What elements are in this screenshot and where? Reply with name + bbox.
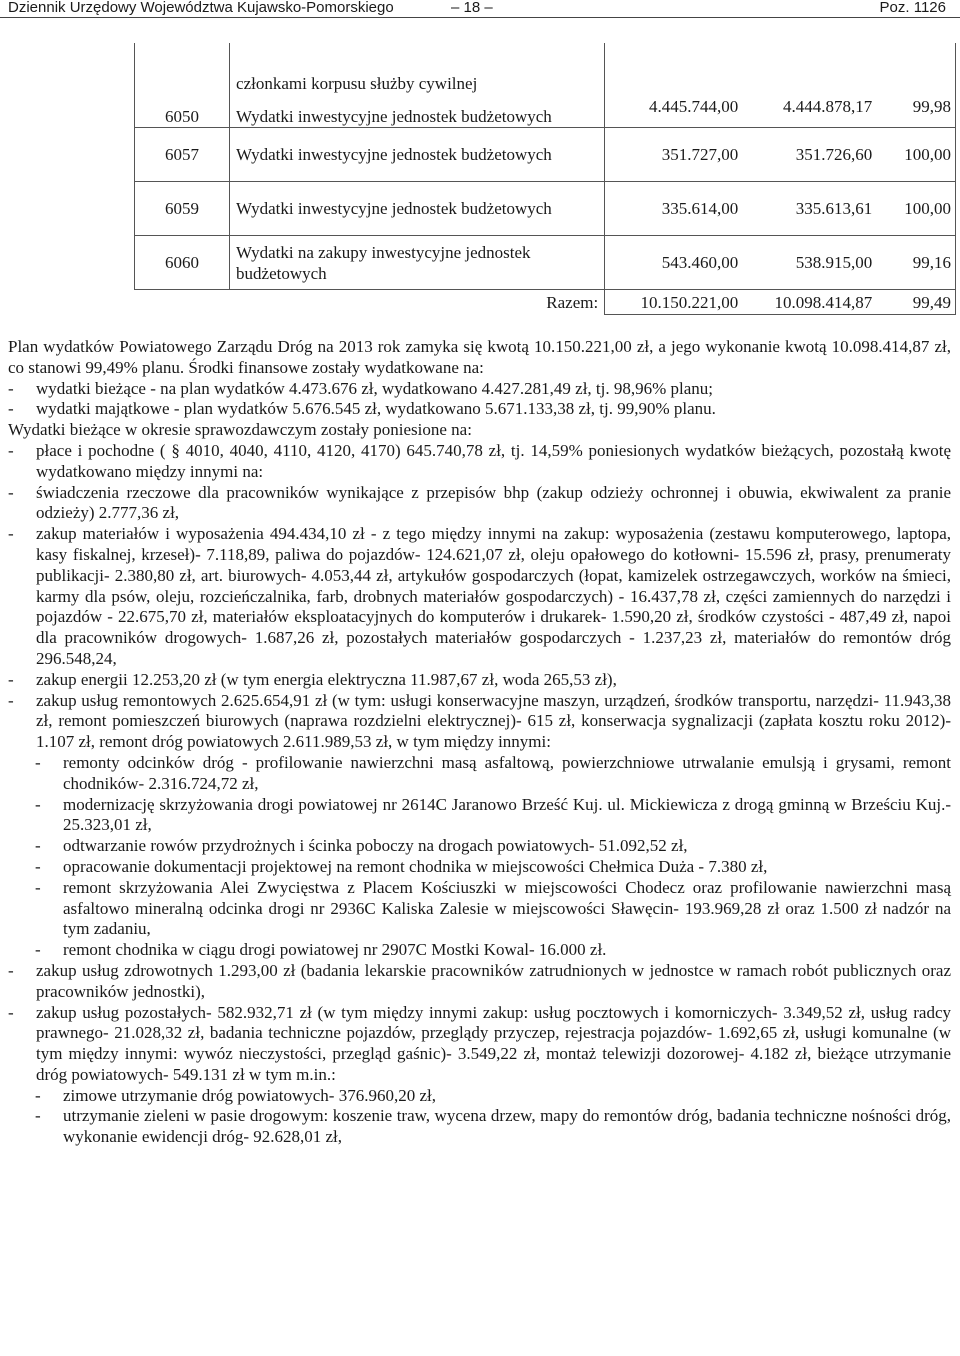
total-plan-cell: 10.150.221,00	[605, 290, 743, 315]
list-dash: -	[35, 794, 41, 814]
list-item-text: zakup usług pozostałych- 582.932,71 zł (w tym między innymi zakup: usług pocztowych i komorniczych- 3.349,52 zł, usług radcy prawnego- 21.028,32 zł, badania techniczne pojazdów, przeglądy przyczep, rejestracja pojazdów- 1.692,65 zł, usługi komunalne (w tym między innymi: wywóz nieczystości, przegląd gaśnic)- 3.549,22 zł, montaż telewizji dozorowej- 4.182 zł, bieżące utrzymanie dróg powiatowych- 549.131 zł w tym m.in.:	[36, 1002, 951, 1084]
description-cell: Wydatki inwestycyjne jednostek budżetowych	[230, 182, 605, 236]
list-item-text: zimowe utrzymanie dróg powiatowych- 376.960,20 zł,	[63, 1085, 436, 1105]
list-dash: -	[35, 940, 41, 960]
percent-cell: 99,98	[876, 43, 955, 128]
executed-cell: 538.915,00	[742, 236, 876, 290]
list-item-text: wydatki bieżące - na plan wydatków 4.473.676 zł, wydatkowano 4.427.281,49 zł, tj. 98,96% planu;	[36, 378, 714, 398]
table-row	[135, 128, 956, 182]
list-dash: -	[8, 378, 14, 398]
list-dash: -	[8, 440, 14, 460]
plan-cell: 335.614,00	[605, 182, 743, 236]
description-text: Wydatki inwestycyjne jednostek budżetowych	[236, 107, 552, 126]
sub-list-item	[8, 857, 951, 878]
list-dash: -	[35, 1085, 41, 1105]
list-item	[8, 524, 951, 670]
plan-cell: 4.445.744,00	[605, 43, 743, 128]
description-cell	[230, 43, 605, 128]
list-dash: -	[8, 524, 14, 544]
journal-title: Dziennik Urzędowy Województwa Kujawsko-Pomorskiego	[8, 0, 394, 16]
page-number: – 18 –	[451, 0, 493, 16]
executed-cell: 335.613,61	[742, 182, 876, 236]
list-dash: -	[35, 877, 41, 897]
list-dash: -	[35, 856, 41, 876]
list-item-text: remonty odcinków dróg - profilowanie nawierzchni masą asfaltową, powierzchniowe utrwalanie emulsją i grysami, remont chodników- 2.316.724,72 zł,	[63, 752, 951, 793]
continuation-text: członkami korpusu służby cywilnej	[236, 74, 478, 93]
list-dash: -	[35, 752, 41, 772]
list-item-text: modernizację skrzyżowania drogi powiatowej nr 2614C Jaranowo Brześć Kuj. ul. Mickiewicza z drogą gminną w Brześciu Kuj.- 25.323,01 zł,	[63, 794, 951, 835]
sub-list-item	[8, 795, 951, 837]
sub-list-item	[8, 1106, 951, 1148]
list-dash: -	[8, 482, 14, 502]
list-item-text: zakup usług zdrowotnych 1.293,00 zł (badania lekarskie pracowników zatrudnionych w jednostce w ramach robót publicznych oraz pracowników jednostki),	[36, 960, 951, 1001]
header-rule	[0, 17, 960, 18]
list-item-text: remont skrzyżowania Alei Zwycięstwa z Placem Kościuszki w miejscowości Chodecz oraz profilowanie nawierzchni masą asfaltowo mineralną odcinka drogi nr 2936C Kaliska Zalesie w miejscowości Sławęcin- 193.969,28 zł oraz 1.500 zł nadzór na tym zadaniu,	[63, 877, 951, 939]
list-item	[8, 961, 951, 1003]
list-item	[8, 441, 951, 483]
description-cell: Wydatki inwestycyjne jednostek budżetowych	[230, 128, 605, 182]
executed-cell: 351.726,60	[742, 128, 876, 182]
list-item	[8, 691, 951, 753]
list-dash: -	[8, 690, 14, 710]
total-executed-cell: 10.098.414,87	[742, 290, 876, 315]
description-cell: Wydatki na zakupy inwestycyjne jednostek budżetowych	[230, 236, 605, 290]
total-row	[135, 290, 956, 315]
table-row	[135, 182, 956, 236]
list-dash: -	[8, 1002, 14, 1022]
list-dash: -	[35, 836, 41, 856]
list-item-text: opracowanie dokumentacji projektowej na remont chodnika w miejscowości Chełmica Duża - 7.380 zł,	[63, 856, 768, 876]
sub-list-item	[8, 753, 951, 795]
list-item-text: remont chodnika w ciągu drogi powiatowej nr 2907C Mostki Kowal- 16.000 zł.	[63, 940, 607, 960]
list-item-text: wydatki majątkowe - plan wydatków 5.676.545 zł, wydatkowano 5.671.133,38 zł, tj. 99,90% planu.	[36, 399, 716, 419]
sub-list-item	[8, 1086, 951, 1107]
table-row	[135, 43, 956, 128]
table-row	[135, 236, 956, 290]
percent-cell: 99,16	[876, 236, 955, 290]
budget-table	[134, 43, 956, 315]
position-number: Poz. 1126	[879, 0, 946, 16]
list-dash: -	[8, 669, 14, 689]
list-item-text: zakup energii 12.253,20 zł (w tym energia elektryczna 11.987,67 zł, woda 265,53 zł),	[36, 669, 617, 689]
percent-cell: 100,00	[876, 128, 955, 182]
list-item-text: odtwarzanie rowów przydrożnych i ścinka poboczy na drogach powiatowych- 51.092,52 zł,	[63, 836, 688, 856]
plan-cell: 351.727,00	[605, 128, 743, 182]
page-header	[0, 0, 960, 18]
plan-cell: 543.460,00	[605, 236, 743, 290]
list-item	[8, 483, 951, 525]
list-dash: -	[8, 399, 14, 419]
code-cell: 6060	[135, 236, 230, 290]
list-item-text: płace i pochodne ( § 4010, 4040, 4110, 4120, 4170) 645.740,78 zł, tj. 14,59% poniesionych wydatków bieżących, pozostałą kwotę wydatkowano między innymi na:	[36, 440, 951, 481]
sub-list-item	[8, 940, 951, 961]
executed-cell: 4.444.878,17	[742, 43, 876, 128]
sub-list-item	[8, 836, 951, 857]
list-item	[8, 1003, 951, 1086]
total-label: Razem:	[135, 290, 605, 315]
list-item-text: zakup materiałów i wyposażenia 494.434,10 zł - z tego między innymi na zakup: wyposażenia (zestawu komputerowego, laptopa, kasy fiskalnej, krzeseł)- 7.118,89, paliwa do pojazdów- 124.621,07 zł, oleju opałowego do kotłowni- 15.596 zł, prasy, prenumeraty publikacji- 2.380,80 zł, art. biurowych- 4.053,44 zł, artykułów gospodarczych (łopat, kamizelek ostrzegawczych, worków na śmieci, karmy dla psów, oleju, rozcieńczalnika, farb, drobnych materiałów gospodarczych) - 16.437,78 zł, części zamiennych do narzędzi i pojazdów - 22.675,70 zł, materiałów eksploatacyjnych do komputerów i drukarek- 1.590,20 zł, środków czystości - 487,49 zł, napoi dla pracowników drogowych- 1.687,26 zł, pozostałych materiałów gospodarczych - 1.237,23 zł, materiałów do remontów dróg 296.548,24,	[36, 524, 951, 668]
list-item	[8, 399, 951, 420]
list-dash: -	[8, 960, 14, 980]
list-item-text: zakup usług remontowych 2.625.654,91 zł (w tym: usługi konserwacyjne maszyn, urządzeń, środków transportu, narzędzi- 11.943,38 zł, remont pomieszczeń biurowych (naprawa rozdzielni elektrycznej)- 615 zł, konserwacja sygnalizacji (zapłata kosztu roku 2012)- 1.107 zł, remont dróg powiatowych 2.611.989,53 zł, w tym między innymi:	[36, 690, 951, 752]
intro-paragraph: Plan wydatków Powiatowego Zarządu Dróg na 2013 rok zamyka się kwotą 10.150.221,00 zł, a jego wykonanie kwotą 10.098.414,87 zł, co stanowi 99,49% planu. Środki finansowe zostały wydatkowane na:	[8, 337, 951, 377]
current-expenses-intro: Wydatki bieżące w okresie sprawozdawczym zostały poniesione na:	[8, 420, 472, 440]
list-item-text: utrzymanie zieleni w pasie drogowym: koszenie traw, wycena drzew, mapy do remontów dróg, badania techniczne nośności dróg, wykonanie ewidencji dróg- 92.628,01 zł,	[63, 1106, 951, 1147]
sub-list-item	[8, 878, 951, 940]
list-item	[8, 379, 951, 400]
percent-cell: 100,00	[876, 182, 955, 236]
code-cell: 6059	[135, 182, 230, 236]
code-cell: 6057	[135, 128, 230, 182]
list-item-text: świadczenia rzeczowe dla pracowników wynikające z przepisów bhp (zakup odzieży ochronnej i obuwia, ekwiwalent za pranie odzieży) 2.777,36 zł,	[36, 482, 951, 523]
code-cell: 6050	[135, 43, 230, 128]
total-percent-cell: 99,49	[876, 290, 955, 315]
list-item	[8, 670, 951, 691]
body-text	[8, 337, 951, 1148]
list-dash: -	[35, 1106, 41, 1126]
